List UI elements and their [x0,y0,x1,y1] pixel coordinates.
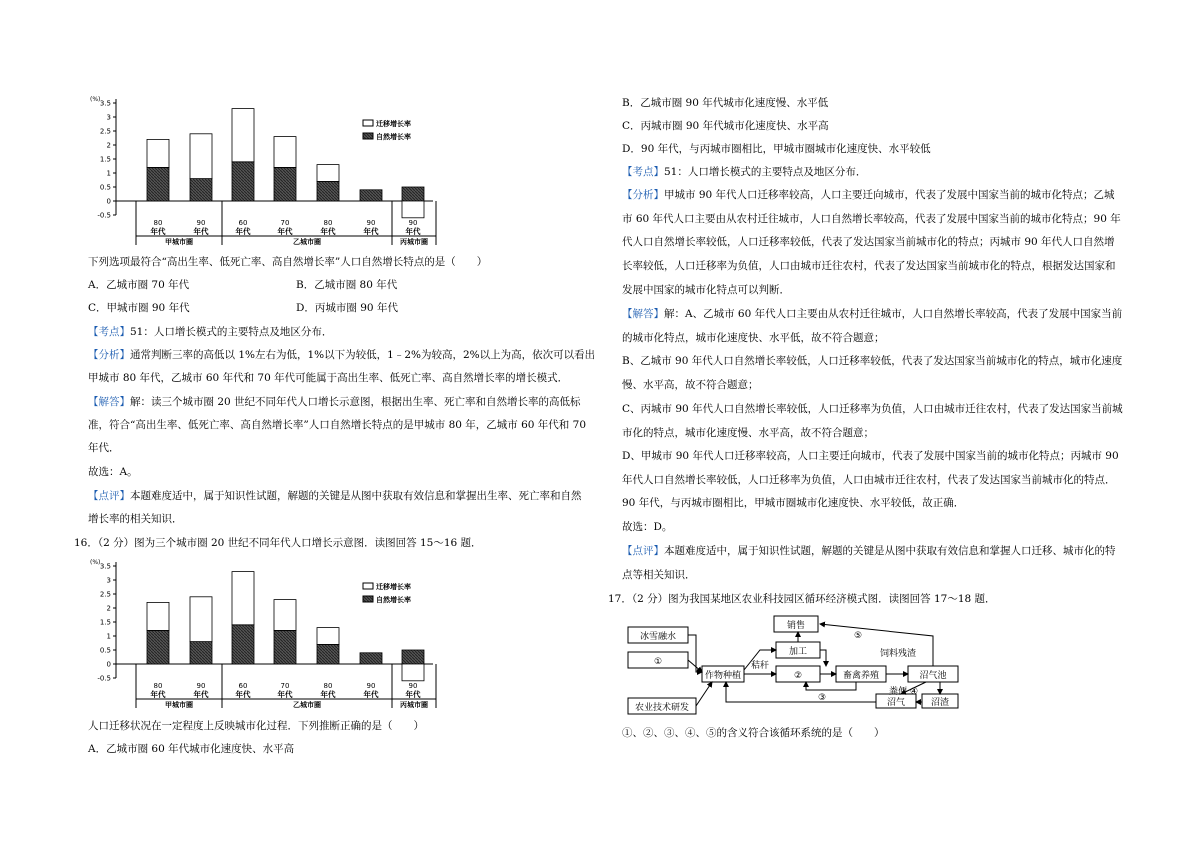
x-tick-label-decade: 90 [366,219,376,227]
answer-tag: 【解答】 [622,308,664,320]
x-tick-label-decade: 70 [280,219,290,227]
analysis-text: 通常判断三率的高低以 1%左右为低，1%以下为较低，1﹣2%为较高，2%以上为高，依次可以看出 [130,349,596,361]
label-5: ⑤ [853,631,863,641]
y-tick-label: 0 [106,660,111,669]
population-growth-chart-2 [88,558,468,708]
comment-text: 本题难度适中，属于知识性试题，解题的关键是从图中获取有效信息和掌握出生率、死亡率和自然 [130,490,582,502]
q15-option-a: A．乙城市圈 70 年代 [88,279,190,291]
group-label: 丙城市圈 [400,701,428,708]
q15-analysis-l1 [88,349,595,362]
q16-answer-l7: D、甲城市 90 年代人口迁移率较高，人口主要迁向城市，代表了发展中国家当前的城市化特点；丙城市 90 [622,450,1119,462]
bar-migration [274,600,296,631]
bar-migration [147,139,169,167]
label-2: ② [793,671,803,681]
x-tick-label-suffix: 年代 [405,227,421,236]
snow-melt-label: 冰雪融水 [639,632,677,642]
y-tick-label: 1 [106,169,111,178]
bar-migration [274,137,296,168]
manure-label: 粪便 [888,687,908,697]
q16-analysis-l3: 代人口自然增长率较低，人口迁移率较低，代表了发达国家当前城市化的特点；丙城市 90 年代人口自然增 [622,236,1115,248]
kaodian-text: 51：人口增长模式的主要特点及地区分布． [664,166,867,178]
group-label: 乙城市圈 [293,238,321,246]
q16-option-d: D．90 年代，与丙城市圈相比，甲城市圈城市化速度快、水平较低 [622,143,931,155]
x-tick-label-suffix: 年代 [277,690,293,699]
x-tick-label-suffix: 年代 [150,227,166,236]
q16-option-a: A．乙城市圈 60 年代城市化速度快、水平高 [88,743,295,755]
x-tick-label-decade: 90 [408,219,418,227]
q15-answer-l1 [88,396,581,409]
q16-answer-l4: 慢、水平高，故不符合题意； [622,379,759,391]
bar-natural [317,644,339,664]
legend-migration-label: 迁移增长率 [376,583,411,591]
q16-stem: 人口迁移状况在一定程度上反映城市化过程．下列推断正确的是（ ） [88,720,424,732]
x-tick-label-decade: 90 [366,682,376,690]
bar-natural [274,630,296,664]
y-tick-label: 0 [106,197,111,206]
legend-migration-swatch [363,583,373,589]
legend-migration-label: 迁移增长率 [376,120,411,128]
answer-tag: 【解答】 [88,396,130,408]
q16-comment-l2: 点等相关知识． [622,569,696,581]
x-tick-label-decade: 80 [153,682,163,690]
legend-natural-swatch [363,596,373,602]
x-tick-label-decade: 60 [238,219,248,227]
y-tick-label: 0.5 [99,646,111,655]
straw-label: 秸秆 [750,661,770,671]
bar-natural [402,650,424,664]
q16-option-c: C．丙城市圈 90 年代城市化速度快、水平高 [622,120,829,132]
x-tick-label-decade: 60 [238,682,248,690]
rnd-label: 农业技术研发 [634,703,690,713]
bar-natural [147,167,169,201]
y-unit-label: (%) [90,96,101,103]
q15-analysis-l2: 甲城市 80 年代，乙城市 60 年代和 70 年代可能属于高出生率、低死亡率、高自然增长率的增长模式． [88,372,569,384]
q16-answer-l9: 90 年代，与丙城市圈相比，甲城市圈城市化速度快、水平较低，故正确． [622,497,965,509]
bar-natural [232,625,254,664]
y-tick-label: 3.5 [99,99,111,108]
analysis-text: 甲城市 90 年代人口迁移率较高，人口主要迁向城市，代表了发展中国家当前的城市化特点；乙城 [664,189,1115,201]
group-label: 甲城市圈 [165,238,193,246]
y-tick-label: -0.5 [97,211,111,220]
q15-comment-l1 [88,490,582,503]
x-tick-label-suffix: 年代 [405,690,421,699]
q15-choice: 故选：A。 [88,466,138,478]
y-tick-label: 2.5 [99,590,111,599]
bar-migration [402,664,424,681]
sales-label: 销售 [786,621,806,631]
q16-analysis-l5: 发展中国家的城市化特点可以判断． [622,284,790,296]
q15-comment-l2: 增长率的相关知识． [88,513,183,525]
x-tick-label-decade: 80 [323,219,333,227]
livestock-label: 畜禽养殖 [842,671,880,681]
legend-natural-label: 自然增长率 [376,133,411,141]
process-label: 加工 [788,647,808,657]
bar-natural [147,630,169,664]
bar-migration [317,165,339,182]
q16-option-b: B．乙城市圈 90 年代城市化速度慢、水平低 [622,97,829,109]
x-tick-label-suffix: 年代 [363,690,379,699]
q16-answer-l2: 的城市化特点，城市化速度快、水平低，故不符合题意； [622,332,885,344]
bar-natural [274,167,296,201]
crops-label: 作物种植 [704,671,742,681]
bar-migration [190,597,212,642]
q17-stem: ①、②、③、④、⑤的含义符合该循环系统的是（ ） [622,727,885,739]
bar-migration [317,628,339,645]
bar-natural [360,190,382,201]
bar-migration [232,109,254,162]
q15-option-b: B．乙城市圈 80 年代 [296,279,398,291]
biogas-pool-label: 沼气池 [919,671,947,681]
y-tick-label: 3 [106,113,111,122]
legend-natural-swatch [363,133,373,139]
bar-natural [190,642,212,664]
group-label: 乙城市圈 [293,701,321,708]
x-tick-label-decade: 80 [323,682,333,690]
label-3: ③ [817,693,827,703]
y-tick-label: 2.5 [99,127,111,136]
bar-natural [232,162,254,201]
label-4: ④ [909,687,919,697]
feed-label: 饲料残渣 [879,649,917,659]
x-tick-label-decade: 90 [196,682,206,690]
x-tick-label-decade: 90 [408,682,418,690]
x-tick-label-suffix: 年代 [193,227,209,236]
bar-migration [190,134,212,179]
x-tick-label-suffix: 年代 [235,227,251,236]
q16-answer-l6: 市化的特点，城市化速度慢、水平高，故不符合题意； [622,427,874,439]
x-tick-label-suffix: 年代 [363,227,379,236]
answer-text: 解：A、乙城市 60 年代人口主要由从农村迁往城市，人口自然增长率较高，代表了发展中国家当前 [664,308,1123,320]
y-tick-label: 3.5 [99,562,111,571]
comment-tag: 【点评】 [622,545,664,557]
q15-stem: 下列选项最符合“高出生率、低死亡率、高自然增长率”人口自然增长特点的是（ ） [88,256,488,268]
bar-natural [360,653,382,664]
q16-analysis-l4: 长率较低，人口迁移率为负值，人口由城市迁往农村，代表了发达国家当前城市化的特点，根据发达国家和 [622,260,1116,272]
q16-kaodian [622,166,866,179]
x-tick-label-decade: 80 [153,219,163,227]
bar-migration [232,572,254,625]
comment-text: 本题难度适中，属于知识性试题，解题的关键是从图中获取有效信息和掌握人口迁移、城市化的特 [664,545,1116,557]
y-unit-label: (%) [90,559,101,566]
x-tick-label-suffix: 年代 [320,227,336,236]
q16-choice: 故选：D。 [622,521,673,533]
x-tick-label-suffix: 年代 [320,690,336,699]
population-growth-chart-1 [88,95,468,250]
bar-migration [147,602,169,630]
bar-natural [317,181,339,201]
group-label: 丙城市圈 [400,238,428,246]
x-tick-label-suffix: 年代 [277,227,293,236]
y-tick-label: -0.5 [97,674,111,683]
y-tick-label: 0.5 [99,183,111,192]
y-tick-label: 1.5 [99,155,111,164]
analysis-tag: 【分析】 [622,189,664,201]
group-label: 甲城市圈 [165,701,193,708]
x-tick-label-suffix: 年代 [193,690,209,699]
kaodian-tag: 【考点】 [88,326,130,338]
legend-natural-label: 自然增长率 [376,596,411,604]
q17-heading: 17．（2 分）图为我国某地区农业科技园区循环经济模式图．读图回答 17～18 题． [608,593,996,605]
q15-option-c: C．甲城市圈 90 年代 [88,302,190,314]
bar-natural [402,187,424,201]
x-tick-label-decade: 90 [196,219,206,227]
x-tick-label-suffix: 年代 [150,690,166,699]
q16-comment-l1 [622,545,1116,558]
q15-answer-l2: 准，符合“高出生率、低死亡率、高自然增长率”人口自然增长特点的是甲城市 80 年，乙城市 60 年代和 70 [88,419,587,431]
analysis-tag: 【分析】 [88,349,130,361]
y-tick-label: 2 [106,141,111,150]
y-tick-label: 2 [106,604,111,613]
q16-analysis-l2: 市 60 年代人口主要由从农村迁往城市，人口自然增长率较高，代表了发展中国家当前的城市化特点；90 年 [622,213,1121,225]
q15-kaodian [88,326,332,339]
slurry-label: 沼渣 [930,698,950,708]
label-1: ① [653,657,663,667]
biogas-label: 沼气 [886,698,906,708]
circular-economy-diagram [626,614,966,718]
q16-answer-l3: B、乙城市 90 年代人口自然增长率较低，人口迁移率较低，代表了发达国家当前城市化的特点，城市化速度 [622,355,1123,367]
q16-answer-l1 [622,308,1122,321]
kaodian-text: 51：人口增长模式的主要特点及地区分布． [130,326,333,338]
q16-answer-l5: C、丙城市 90 年代人口自然增长率较低，人口迁移率为负值，人口由城市迁往农村，代表了发达国家当前城 [622,403,1123,415]
y-tick-label: 3 [106,576,111,585]
q16-analysis-l1 [622,189,1115,202]
x-tick-label-suffix: 年代 [235,690,251,699]
q16-heading: 16．（2 分）图为三个城市圈 20 世纪不同年代人口增长示意图．读图回答 15～16 题． [74,537,482,549]
q15-answer-l3: 年代． [88,442,120,454]
q15-option-d: D．丙城市圈 90 年代 [296,302,398,314]
y-tick-label: 1.5 [99,618,111,627]
q16-answer-l8: 年代人口自然增长率较低，人口迁移率为负值，人口由城市迁往农村，代表了发达国家当前城市化的特点． [622,474,1116,486]
answer-text: 解：读三个城市圈 20 世纪不同年代人口增长示意图，根据出生率、死亡率和自然增长率的高低标 [130,396,581,408]
x-tick-label-decade: 70 [280,682,290,690]
bar-natural [190,179,212,201]
legend-migration-swatch [363,120,373,126]
comment-tag: 【点评】 [88,490,130,502]
y-tick-label: 1 [106,632,111,641]
bar-migration [402,201,424,218]
kaodian-tag: 【考点】 [622,166,664,178]
